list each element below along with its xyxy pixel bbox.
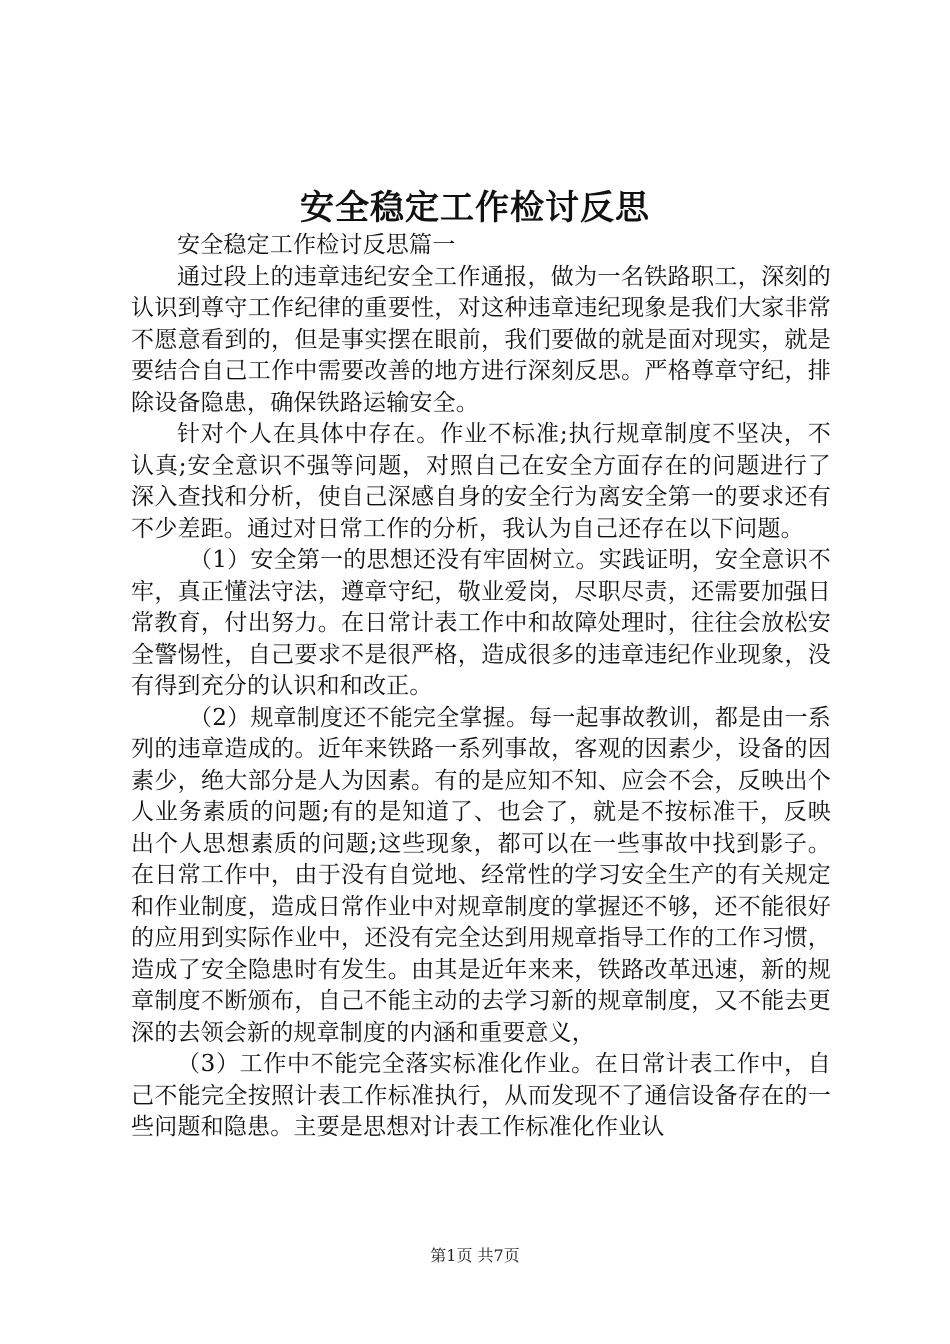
paragraph-2: 针对个人在具体中存在。作业不标准;执行规章制度不坚决，不认真;安全意识不强等问题，对照自己在安全方面存在的问题进行了深入查找和分析，使自己深感自身的安全行为离安全第一的要求还有不少差距。通过对日常工作的分析，我认为自己还存在以下问题。 xyxy=(131,421,831,542)
section-subheading: 安全稳定工作检讨反思篇一 xyxy=(177,232,456,258)
paragraph-4: （2）规章制度还不能完全掌握。每一起事故教训，都是由一系列的违章造成的。近年来铁路一系列事故，客观的因素少，设备的因素少，绝大部分是人为因素。有的是应知不知、应会不会，反映出个人业务素质的问题;有的是知道了、也会了，就是不按标准干，反映出个人思想素质的问题;这些现象，都可以在一些事故中找到影子。在日常工作中，由于没有自觉地、经常性的学习安全生产的有关规定和作业制度，造成日常作业中对规章制度的掌握还不够，还不能很好的应用到实际作业中，还没有完全达到用规章指导工作的工作习惯，造成了安全隐患时有发生。由其是近年来来，铁路改革迅速，新的规章制度不断颁布，自己不能主动的去学习新的规章制度，又不能去更深的去领会新的规章制度的内涵和重要意义， xyxy=(131,704,831,1046)
document-body xyxy=(131,230,831,1144)
paragraph-1: 通过段上的违章违纪安全工作通报，做为一名铁路职工，深刻的认识到尊守工作纪律的重要性，对这种违章违纪现象是我们大家非常不愿意看到的，但是事实摆在眼前，我们要做的就是面对现实，就是要结合自己工作中需要改善的地方进行深刻反思。严格尊章守纪，排除设备隐患，确保铁路运输安全。 xyxy=(131,263,831,416)
page-number-footer: 第1页 共7页 xyxy=(430,1246,520,1265)
document-title: 安全稳定工作检讨反思 xyxy=(300,188,650,228)
paragraph-3: （1）安全第一的思想还没有牢固树立。实践证明，安全意识不牢，真正懂法守法，遵章守纪，敬业爱岗，尽职尽责，还需要加强日常教育，付出努力。在日常计表工作中和故障处理时，往往会放松安全警惕性，自己要求不是很严格，造成很多的违章违纪作业现象，没有得到充分的认识和和改正。 xyxy=(131,547,831,699)
paragraph-5: （3）工作中不能完全落实标准化作业。在日常计表工作中，自己不能完全按照计表工作标准执行，从而发现不了通信设备存在的一些问题和隐患。主要是思想对计表工作标准化作业认 xyxy=(131,1051,831,1140)
